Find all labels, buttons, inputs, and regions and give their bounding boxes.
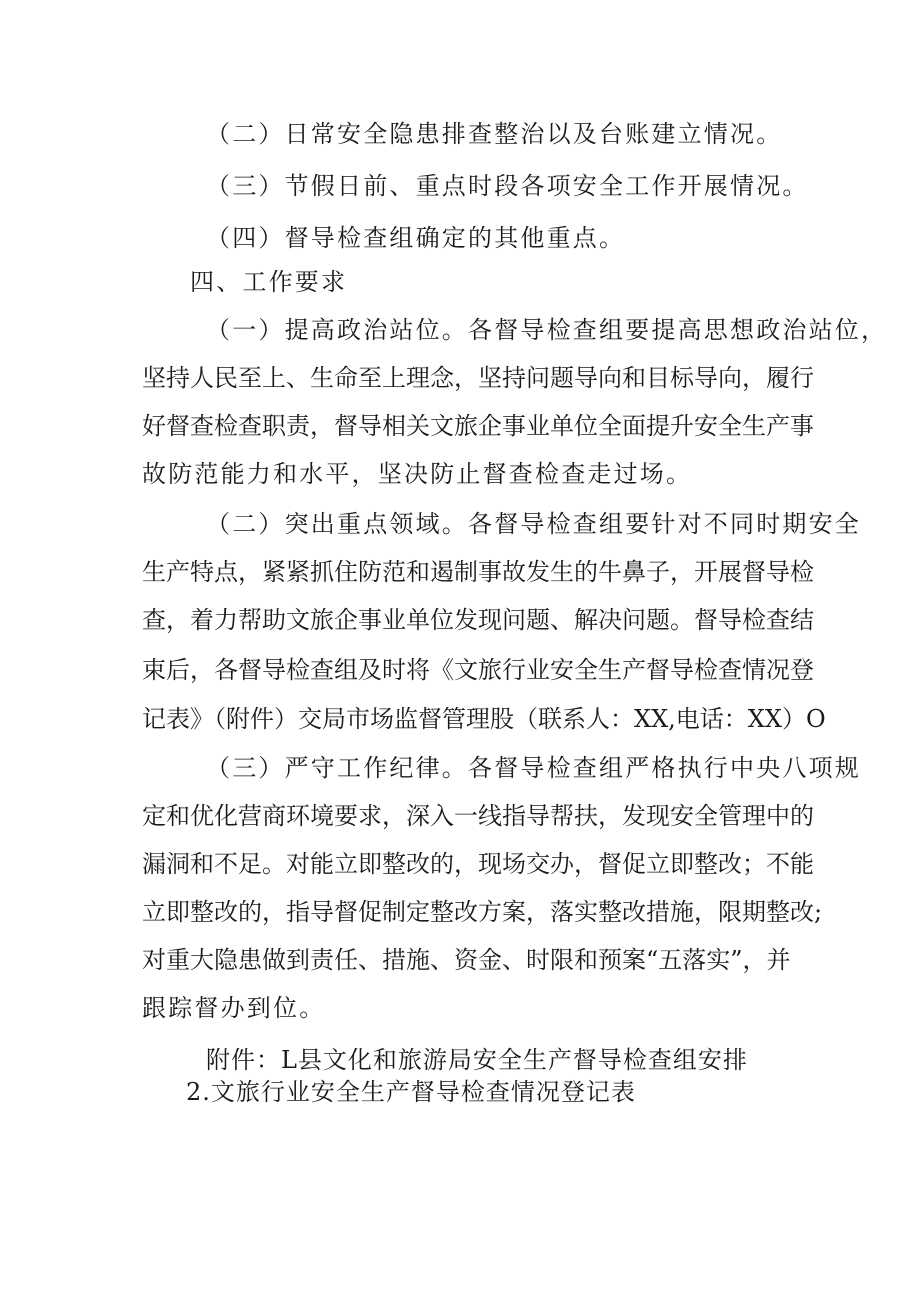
list-item: （四）督导检查组确定的其他重点。	[206, 224, 626, 252]
paragraph-line: 故防范能力和水平，坚决防止督查检查走过场。	[142, 460, 693, 488]
section-heading: 四、工作要求	[190, 268, 348, 296]
paragraph-line: 漏洞和不足。对能立即整改的，现场交办，督促立即整改；不能	[142, 850, 814, 878]
attachment-line: 附件：L县文化和旅游局安全生产督导检查组安排	[206, 1046, 748, 1074]
paragraph-line: 好督查检查职责，督导相关文旅企事业单位全面提升安全生产事	[142, 412, 814, 440]
paragraph-line: 查，着力帮助文旅企事业单位发现问题、解决问题。督导检查结	[142, 606, 814, 634]
paragraph-line: 定和优化营商环境要求，深入一线指导帮扶，发现安全管理中的	[142, 802, 814, 830]
paragraph-line: 束后，各督导检查组及时将《文旅行业安全生产督导检查情况登	[142, 656, 814, 684]
paragraph-line: （三）严守工作纪律。各督导检查组严格执行中央八项规	[206, 754, 861, 782]
paragraph-line: 坚持人民至上、生命至上理念，坚持问题导向和目标导向，履行	[142, 364, 814, 392]
paragraph-line: （一）提高政治站位。各督导检查组要提高思想政治站位，	[206, 316, 888, 344]
paragraph-line: 记表》（附件）交局市场监督管理股（联系人：XX,电话：XX）O	[142, 705, 826, 733]
paragraph-line: 跟踪督办到位。	[142, 994, 326, 1022]
paragraph-line: 生产特点，紧紧抓住防范和遏制事故发生的牛鼻子，开展督导检	[142, 558, 814, 586]
list-item: （三）节假日前、重点时段各项安全工作开展情况。	[206, 172, 809, 200]
paragraph-line: 立即整改的，指导督促制定整改方案，落实整改措施，限期整改;	[142, 898, 823, 926]
paragraph-line: （二）突出重点领域。各督导检查组要针对不同时期安全	[206, 510, 861, 538]
attachment-line: 2.文旅行业安全生产督导检查情况登记表	[186, 1078, 636, 1106]
list-item: （二）日常安全隐患排查整治以及台账建立情况。	[206, 120, 783, 148]
paragraph-line: 对重大隐患做到责任、措施、资金、时限和预案“五落实”，并	[142, 946, 791, 974]
